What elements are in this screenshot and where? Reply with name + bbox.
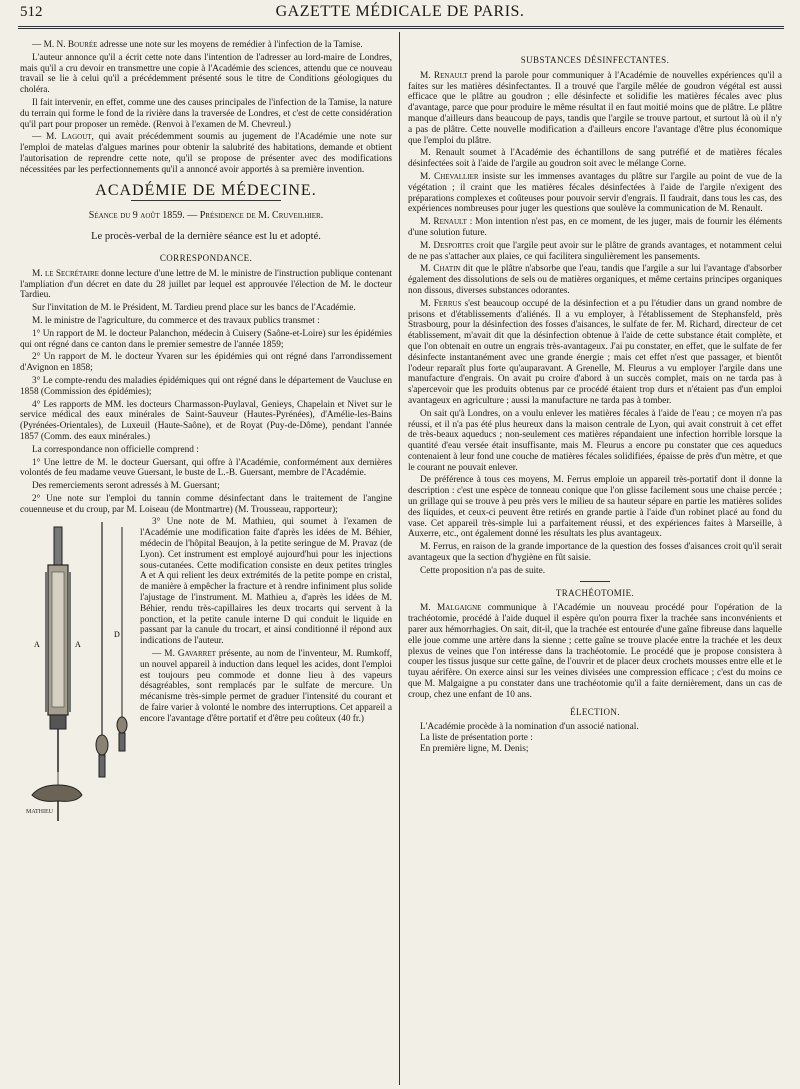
paragraph-chevallier — [408, 172, 782, 215]
paragraph-chatin — [408, 264, 782, 296]
author-renault-3: M. Renault — [420, 217, 467, 228]
paragraph-preference: De préférence à tous ces moyens, M. Ferrus emploie un appareil très-portatif dont il donne la description : c'est une espèce de tonneau conique que l'on glisse facilement sous une chaise percée ; un grillage qui se trouve à peu près vers le milieu de sa hauteur sépare en partie les matières solides des liquides, et ceux-ci peuvent être retirés en grande partie à l'aide d'un robinet placé au fond du vase. Cet appareil très-simple lui a parfaitement réussi, et des expériences faites à Marseille, à Auxerre, etc., ont également donné les résultats les plus avantageux. — [408, 475, 782, 540]
author-bouree: — M. N. Bourée — [32, 40, 98, 50]
paragraph-bouree — [20, 40, 392, 51]
figure-label-d: D — [114, 630, 120, 640]
desinfectantes-title: SUBSTANCES DÉSINFECTANTES. — [520, 55, 670, 65]
figure-caption: MATHIEU — [26, 808, 53, 815]
paragraph-renault-1 — [408, 71, 782, 147]
author-desportes: M. Desportes — [420, 240, 474, 251]
list-item-2: 2° Un rapport de M. le docteur Yvaren sur les épidémies qui ont régné dans l'arrondissement d'Avignon en 1858; — [20, 352, 392, 374]
paragraph-ministre: M. le ministre de l'agriculture, du commerce et des travaux publics transmet : — [32, 315, 320, 326]
separator-rule — [580, 581, 610, 582]
left-column — [20, 40, 392, 839]
gavarret-text: présente, au nom de l'inventeur, M. Rumkoff, un nouvel appareil à induction dans lequel les acides, dont l'emploi est toujours peu commode et donne lieu à des vapeurs désagréables, sont remplacés par le sulfate de mercure. Un mécanisme très-simple permet de graduer l'intensité du courant et de faire varier à volonté le nombre des interruptions. Cet appareil a encore l'avantage d'être portatif et d'être peu coûteux (40 fr.) — [140, 649, 392, 724]
syringe-icon — [20, 517, 136, 837]
paragraph-renault-3 — [408, 217, 782, 239]
nof-item-1: 1° Une lettre de M. le docteur Guersant, qui offre à l'Académie, conformément aux dernières volontés de feu madame veuve Guersant, le buste de L.-B. Guersant, membre de l'Académie. — [20, 457, 392, 479]
author-lagout: — M. Lagout, — [32, 132, 94, 143]
chatin-text: dit que le plâtre n'absorbe que l'eau, tandis que l'argile a sur lui l'avantage d'absorber également des dissolutions de sels ou de matières organiques, et même certains principes organiques non dissous, diverses substances odorantes. — [408, 264, 782, 296]
list-item-4: 4° Les rapports de MM. les docteurs Charmasson-Puylaval, Genieys, Chapelain et Nivet sur le service médical des eaux minérales de Saint-Sauveur (Hautes-Pyrénées), d'Amélie-les-Bains (Pyrénées-Orientales), de Luxeuil (Haute-Saône), et de Royat (Puy-de-Dôme), pendant l'année 1857 (Comm. des eaux minérales.) — [20, 399, 392, 442]
chevallier-text: insiste sur les immenses avantages du plâtre sur l'argile au point de vue de la végétation ; il craint que les matières fécales désinfectées à l'aide de l'argile n'exigent des préparations complexes et coûteuses pour pouvoir servir d'engrais. Il faudrait, dans tous les cas, des expériences nombreuses pour juger les questions que soulève la communication de M. Renault. — [408, 171, 782, 215]
academie-title: ACADÉMIE DE MÉDECINE. — [95, 181, 317, 199]
figure-label-a-left: A — [34, 640, 40, 650]
list-item-3: 3° Le compte-rendu des maladies épidémiques qui ont régné dans le département de Vaucluse en 1858 (Commission des épidémies); — [20, 375, 392, 397]
header-rule — [18, 26, 784, 29]
paragraph-proposition: Cette proposition n'a pas de suite. — [420, 565, 546, 576]
desportes-text: croit que l'argile peut avoir sur le plâtre de grands avantages, et notamment celui de ne pas s'attacher aux plaies, ce qui facilitera singulièrement les pansements. — [408, 240, 782, 262]
paragraph-auteur: L'auteur annonce qu'il a écrit cette note dans l'intention de l'adresser au lord-maire de Londres, mais qu'il a cru devoir en transmettre une copie à l'Académie des sciences, attendu que ce nouveau travail se lie à celui qu'il a précédemment présenté sous le titre de Conditions géologiques du choléra. — [20, 52, 392, 96]
correspondance-title: CORRESPONDANCE. — [159, 252, 253, 263]
author-ferrus-1: M. Ferrus — [420, 298, 462, 309]
tracheotomie-title: TRACHÉOTOMIE. — [555, 587, 635, 598]
proces-verbal: Le procès-verbal de la dernière séance est lu et adopté. — [91, 231, 321, 243]
renault-1-text: prend la parole pour communiquer à l'Académie de nouvelles expériences qu'il a faites sur les matières désinfectantes. Il a trouvé que l'argile mêlée de goudron végétal est aussi efficace que le plâtre au goudron ; elle désinfecte et solidifie les matières fécales avec plus d'avantage, parce que pour produire le même résultat il en faut moitié moins que de plâtre. Le plâtre manque d'ailleurs dans beaucoup de pays, tandis que l'argile se trouve partout, et surtout là où il n'y a pas de plâtre. Cette nouvelle modification a d'ailleurs encore l'avantage d'être plus économique que l'emploi du plâtre. — [408, 70, 783, 146]
paragraph-londres: On sait qu'à Londres, on a voulu enlever les matières fécales à l'aide de l'eau ; ce moyen n'a pas réussi, et il n'a pas été plus heureux dans la maison centrale de Lyon, qui avait construit à cet effet de très-beaux aqueducs ; non-seulement ces matières répandaient une infection horrible lorsque la quantité d'eau versée était insuffisante, mais M. Fleurus a encore pu constater que ces aqueducs contenaient à leur fond une couche de matières fécales solidifiées, épaisse de près d'un mètre, et que le courant ne pouvait enlever. — [408, 408, 782, 473]
secretaire-text: donne lecture d'une lettre de M. le ministre de l'instruction publique contenant l'ampliation d'un décret en date du 28 juillet par lequel est approuvée l'élection de M. le docteur Tardieu. — [20, 268, 392, 301]
paragraph-secretaire — [20, 269, 392, 301]
author-chevallier: M. Chevallier — [420, 171, 479, 182]
syringe-illustration — [20, 517, 136, 837]
author-renault-1: M. Renault — [420, 70, 468, 81]
election-line-3: En première ligne, M. Denis; — [420, 744, 529, 755]
paragraph-lagout — [20, 132, 392, 175]
paragraph-fait: Il fait intervenir, en effet, comme une des causes principales de l'infection de la Tamise, la nature du terrain qui forme le fond de la rivière dans la traversée de Londres, et c'est de cette considération qu'il part pour proposer un remède. (Renvoi à l'examen de M. Chevreul.) — [20, 97, 392, 130]
right-column — [408, 55, 782, 755]
title-rule — [131, 200, 281, 201]
author-secretaire: M. le Secrétaire — [32, 268, 99, 279]
author-chatin: M. Chatin — [420, 264, 461, 275]
paragraph-renault-2: M. Renault soumet à l'Académie des échantillons de sang putréfié et de matières fécales désinfectées soit à l'aide de l'argile au goudron soit avec le mélange Corne. — [408, 148, 782, 170]
paragraph-ferrus-2: M. Ferrus, en raison de la grande importance de la question des fosses d'aisances croit qu'il serait avantageux que la section d'hygiène en fût saisie. — [408, 542, 782, 564]
page-number: 512 — [20, 4, 43, 20]
running-title: GAZETTE MÉDICALE DE PARIS. — [275, 3, 525, 20]
election-title: ÉLECTION. — [570, 706, 620, 717]
paragraph-malgaigne — [408, 603, 782, 700]
nof-item-3: 3° Une note de M. Mathieu, qui soumet à l'examen de l'Académie une modification faite d'après les idées de M. Béhier, médecin de l'hôpital Beaujon, à la petite seringue de M. Pravaz (de Lyon). Cet instrument est employé aujourd'hui pour les injections sous-cutanées. Cette modification consiste en deux petites tringles A et A qui relient les deux extrémités de la petite pompe en cristal, de manière à empêcher la fracture et à rendre infiniment plus solide l'ajustage de l'instrument. M. Mathieu a, d'après les idées de M. Béhier, rendu très-capillaires les deux trocarts qui servent à la ponction, et la petite canule interne D qui conduit le liquide en passant par la canule du trocart, et ainsi conditionné il répond aux indications de l'auteur. — [140, 517, 392, 647]
column-divider — [399, 32, 400, 1085]
paragraph-remerciements: Des remerciements seront adressés à M. Guersant; — [32, 481, 220, 492]
paragraph-desportes — [408, 241, 782, 263]
malgaigne-text: communique à l'Académie un nouveau procédé pour l'opération de la trachéotomie, procédé à l'aide duquel il espère qu'on pourra fixer la trachée sans inconvénients et parer aux hémorrhagies. On sait, dit-il, que la trachée est entourée d'une gaîne fibreuse dans laquelle elle joue comme une artère dans la sienne ; cette gaîne se trouve placée entre la trachée et les deux plexus de veines que l'on intéresse dans la trachéotomie. Le procédé que je propose consistera à couper les tissus jusque sur cette gaîne, de l'ouvrir et de placer deux crochets mousses entre elle et le tuyau aérifère. On exerce ainsi sur les veines divisées une compression efficace ; c'est du moins ce que M. Malgaigne a pu constater dans une trachéotomie qu'il a faite dernièrement, dans un cas de croup, chez une enfant de 10 ans. — [408, 603, 782, 700]
renault-3-text: : Mon intention n'est pas, en ce moment, de les juger, mais de fournir les éléments d'une solution future. — [408, 217, 782, 238]
lagout-text: qui avait précédemment soumis au jugement de l'Académie une note sur l'emploi de matelas d'algues marines pour obtenir la salubrité des habitations, demande et obtient l'autorisation de reprendre cette note, qu'il se propose de présenter avec des modifications nécessitées par les perfectionnements qu'il a annoncé avoir apportés à sa première invention. — [20, 132, 392, 175]
list-item-1: 1° Un rapport de M. le docteur Palanchon, médecin à Cuisery (Saône-et-Loire) sur les épidémies qui ont régné dans ce canton dans le premier semestre de l'année 1859; — [20, 328, 392, 350]
bouree-text: adresse une note sur les moyens de remédier à l'infection de la Tamise. — [97, 40, 363, 50]
author-gavarret: — M. Gavarret — [152, 649, 216, 660]
figure-label-a-right: A — [75, 640, 81, 650]
paragraph-invitation: Sur l'invitation de M. le Président, M. Tardieu prend place sur les bancs de l'Académie. — [32, 303, 356, 314]
ferrus-1-text: s'est beaucoup occupé de la désinfection et a pu l'étudier dans un grand nombre de prisons et d'établissements d'aliénés. Il a vu employer, à l'établissement de Stephansfeld, près Strasbourg, pour la désinfection des fosses d'aisances, le sulfate de fer. M. Richard, directeur de cet établissement, m'avait dit que la désinfection obtenue à l'aide de cette substance était complète, et que l'on obtenait en outre un engrais très-avantageux. J'ai pu constater, en effet, que le sulfate de fer désinfecte instantanément avec une grande énergie ; mais cet effet n'est que passager, et bientôt l'odeur reparaît plus forte qu'auparavant. A Grenelle, M. Fleurus a vu employer l'argile dans une manufacture d'engrais. On avait pu croire d'abord à un succès complet, mais on ne tarda pas à s'apercevoir que les produits obtenus par ce procédé étaient trop durs et n'étaient pas d'un emploi avantageux en agriculture ; aussi la manufacture ne tarda pas à tomber. — [408, 298, 782, 406]
author-malgaigne: M. Malgaigne — [420, 603, 482, 614]
election-line-2: La liste de présentation porte : — [420, 733, 533, 744]
seance-line: Séance du 9 août 1859. — Présidence de M. Cruveilhier. — [88, 210, 324, 222]
paragraph-ferrus-1 — [408, 299, 782, 407]
paragraph-non-officielle: La correspondance non officielle comprend : — [32, 444, 199, 455]
nof-item-2: 2° Une note sur l'emploi du tannin comme désinfectant dans le traitement de l'angine couenneuse et du croup, par M. Loiseau (de Montmartre) (M. Trousseau, rapporteur); — [20, 493, 392, 515]
election-line-1: L'Académie procède à la nomination d'un associé national. — [420, 722, 639, 733]
election-block — [408, 722, 782, 754]
